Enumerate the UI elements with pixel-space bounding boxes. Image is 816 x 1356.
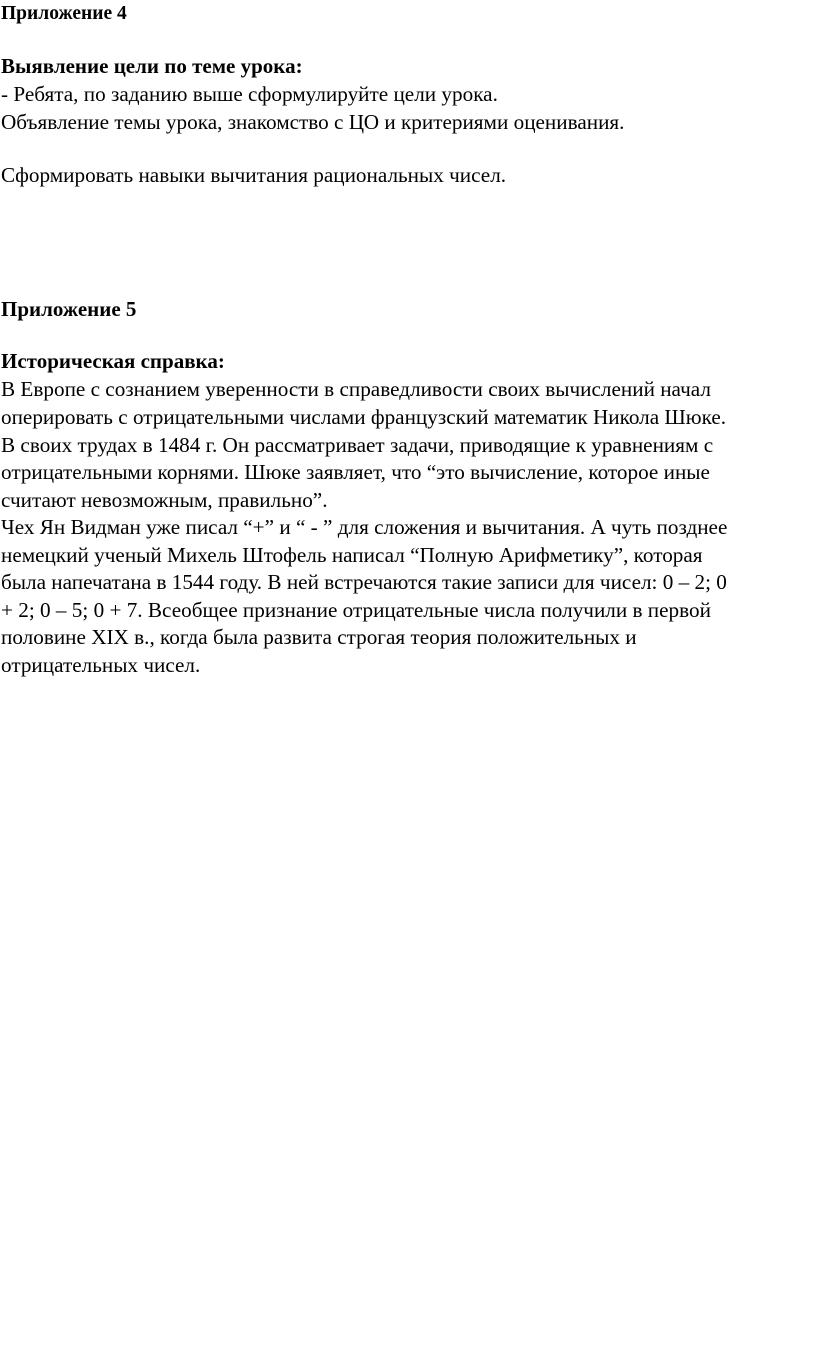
historical-text-line: В Европе с сознанием уверенности в справедливости своих вычислений начал — [1, 377, 711, 401]
lesson-topic-line: Объявление темы урока, знакомство с ЦО и критериями оценивания. — [1, 110, 625, 134]
appendix-5-title: Приложение 5 — [1, 297, 137, 321]
lesson-goal-line: Сформировать навыки вычитания рациональных чисел. — [1, 163, 507, 187]
historical-text-line: + 2; 0 – 5; 0 + 7. Всеобщее признание отрицательные числа получили в первой — [1, 598, 711, 622]
historical-text-line: считают невозможным, правильно”. — [1, 488, 328, 512]
historical-text-line: половине XIX в., когда была развита строгая теория положительных и — [1, 625, 637, 649]
historical-text-line: оперировать с отрицательными числами французский математик Никола Шюке. — [1, 405, 727, 429]
goal-section-heading: Выявление цели по теме урока: — [1, 54, 303, 78]
appendix-4-title: Приложение 4 — [1, 3, 127, 24]
historical-reference-heading: Историческая справка: — [1, 349, 225, 373]
historical-text-line: отрицательных чисел. — [1, 653, 201, 677]
historical-text-line: была напечатана в 1544 году. В ней встречаются такие записи для чисел: 0 – 2; 0 — [1, 570, 727, 594]
goal-instruction-line: - Ребята, по заданию выше сформулируйте цели урока. — [1, 82, 498, 106]
historical-text-line: немецкий ученый Михель Штофель написал “Полную Арифметику”, которая — [1, 543, 703, 567]
historical-text-line: В своих трудах в 1484 г. Он рассматривает задачи, приводящие к уравнениям с — [1, 433, 714, 457]
historical-text-line: Чех Ян Видман уже писал “+” и “ - ” для сложения и вычитания. А чуть позднее — [1, 515, 728, 539]
historical-text-line: отрицательными корнями. Шюке заявляет, что “это вычисление, которое иные — [1, 460, 710, 484]
